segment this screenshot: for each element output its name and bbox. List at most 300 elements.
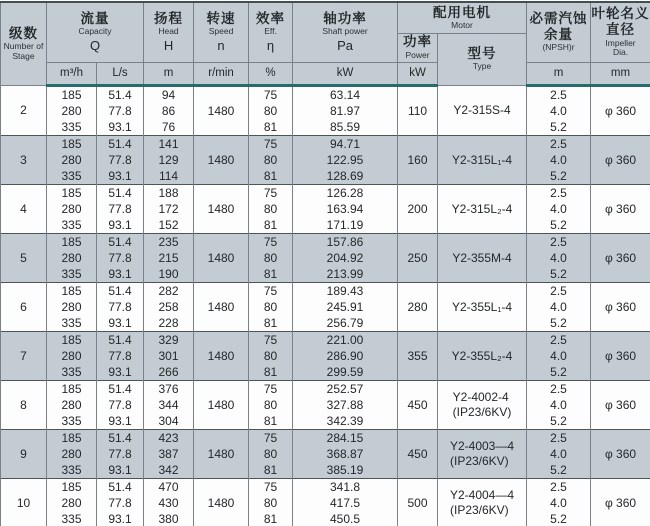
spec-row-stage-3-line-1: [1, 135, 650, 152]
efficiency-cell: 80: [249, 446, 293, 462]
shaft-power-cell: 128.69: [293, 168, 398, 185]
capacity-ls-cell: 77.8: [97, 152, 144, 168]
motor-label-zh: 配用电机: [433, 4, 492, 20]
head-cell: 266: [144, 364, 194, 381]
spec-row-stage-4-line-2: [1, 201, 650, 217]
npsh-cell: 2.5: [527, 233, 591, 250]
efficiency-cell: 81: [249, 364, 293, 381]
motor-type-line: Y2-4002-4: [452, 389, 509, 404]
capacity-m3h-cell: 280: [47, 446, 97, 462]
head-symbol: H: [163, 38, 174, 54]
npsh-cell: 2.5: [527, 85, 591, 103]
motor-type-cell: [438, 233, 527, 282]
head-cell: 86: [144, 103, 194, 119]
npsh-cell: 5.2: [527, 168, 591, 185]
unit-capacity-m3h: m³/h: [47, 62, 97, 85]
stage-number-cell: 6: [1, 282, 47, 331]
capacity-m3h-cell: 335: [47, 511, 97, 526]
capacity-ls-cell: 93.1: [97, 413, 144, 430]
shaft-power-cell: 284.15: [293, 429, 398, 446]
impeller-label-en: Impeller Dia.: [605, 37, 636, 58]
unit-impeller: mm: [591, 62, 650, 85]
spec-row-stage-3-line-2: [1, 152, 650, 168]
shaft-power-cell: 94.71: [293, 135, 398, 152]
npsh-cell: 2.5: [527, 380, 591, 397]
motor-power-cell: 280: [398, 282, 438, 331]
impeller-dia-cell: φ 360: [591, 85, 650, 135]
npsh-cell: 4.0: [527, 299, 591, 315]
motor-type-block: [450, 488, 514, 518]
shaft-power-cell: 341.8: [293, 478, 398, 495]
motor-type-block: [452, 300, 512, 315]
capacity-m3h-cell: 280: [47, 250, 97, 266]
efficiency-cell: 80: [249, 201, 293, 217]
head-cell: 114: [144, 168, 194, 185]
stage-number-cell: 10: [1, 478, 47, 526]
npsh-cell: 5.2: [527, 315, 591, 332]
capacity-label-en: Capacity: [78, 26, 112, 37]
efficiency-cell: 75: [249, 184, 293, 201]
head-cell: 301: [144, 348, 194, 364]
efficiency-cell: 80: [249, 348, 293, 364]
speed-cell: 1480: [194, 233, 249, 282]
npsh-cell: 5.2: [527, 217, 591, 234]
speed-cell: 1480: [194, 478, 249, 526]
table-body: [1, 85, 650, 526]
motor-type-block: [450, 439, 514, 469]
efficiency-cell: 80: [249, 495, 293, 511]
npsh-cell: 4.0: [527, 495, 591, 511]
efficiency-cell: 80: [249, 299, 293, 315]
spec-row-stage-4-line-1: [1, 184, 650, 201]
col-header-shaft-power: [293, 2, 398, 62]
spec-row-stage-9-line-1: [1, 429, 650, 446]
speed-symbol: n: [217, 38, 225, 54]
capacity-m3h-cell: 280: [47, 397, 97, 413]
efficiency-cell: 81: [249, 315, 293, 332]
capacity-symbol: Q: [89, 38, 101, 54]
spec-row-stage-9-line-2: [1, 446, 650, 462]
capacity-m3h-cell: 280: [47, 201, 97, 217]
motor-power-cell: 450: [398, 429, 438, 478]
npsh-cell: 4.0: [527, 201, 591, 217]
spec-row-stage-6-line-3: [1, 315, 650, 332]
unit-capacity-ls: L/s: [97, 62, 144, 85]
head-cell: 129: [144, 152, 194, 168]
npsh-cell: 4.0: [527, 250, 591, 266]
impeller-dia-cell: φ 360: [591, 282, 650, 331]
head-cell: 190: [144, 266, 194, 283]
motor-power-cell: 200: [398, 184, 438, 233]
spec-row-stage-2-line-3: [1, 119, 650, 136]
motor-type-line: Y2-315L₂-4: [451, 201, 513, 216]
head-cell: 228: [144, 315, 194, 332]
motor-type-line: (IP23/6KV): [452, 404, 512, 419]
motor-power-cell: 250: [398, 233, 438, 282]
shaft-power-cell: 157.86: [293, 233, 398, 250]
spec-row-stage-5-line-1: [1, 233, 650, 250]
capacity-ls-cell: 77.8: [97, 201, 144, 217]
spec-row-stage-8-line-1: [1, 380, 650, 397]
capacity-ls-cell: 77.8: [97, 446, 144, 462]
speed-label-en: Speed: [208, 26, 234, 37]
efficiency-cell: 81: [249, 119, 293, 136]
shaft-power-cell: 450.5: [293, 511, 398, 526]
motor-type-block: [452, 349, 513, 364]
shaft-power-cell: 171.19: [293, 217, 398, 234]
npsh-cell: 5.2: [527, 266, 591, 283]
stage-number-cell: 4: [1, 184, 47, 233]
capacity-ls-cell: 93.1: [97, 266, 144, 283]
motor-type-line: (IP23/6KV): [449, 453, 509, 468]
capacity-m3h-cell: 185: [47, 233, 97, 250]
pump-spec-table: [0, 1, 650, 526]
shaft-power-cell: 221.00: [293, 331, 398, 348]
spec-row-stage-10-line-2: [1, 495, 650, 511]
head-cell: 304: [144, 413, 194, 430]
impeller-dia-cell: φ 360: [591, 380, 650, 429]
speed-cell: 1480: [194, 429, 249, 478]
spec-row-stage-2-line-2: [1, 103, 650, 119]
head-cell: 470: [144, 478, 194, 495]
motor-type-cell: [438, 135, 527, 184]
npsh-cell: 4.0: [527, 103, 591, 119]
head-cell: 423: [144, 429, 194, 446]
col-header-capacity: [47, 2, 144, 62]
stage-label-zh: 级数: [9, 25, 38, 41]
shaft-power-cell: 252.57: [293, 380, 398, 397]
stage-number-cell: 2: [1, 85, 47, 135]
capacity-m3h-cell: 280: [47, 348, 97, 364]
spec-row-stage-3-line-3: [1, 168, 650, 185]
shaft-power-cell: 417.5: [293, 495, 398, 511]
capacity-m3h-cell: 335: [47, 315, 97, 332]
capacity-ls-cell: 51.4: [97, 380, 144, 397]
capacity-ls-cell: 93.1: [97, 462, 144, 479]
capacity-m3h-cell: 335: [47, 119, 97, 136]
capacity-m3h-cell: 185: [47, 85, 97, 103]
head-cell: 258: [144, 299, 194, 315]
capacity-ls-cell: 93.1: [97, 217, 144, 234]
shaft-power-cell: 256.79: [293, 315, 398, 332]
capacity-label-zh: 流量: [80, 10, 110, 26]
efficiency-cell: 81: [249, 217, 293, 234]
motor-power-cell: 160: [398, 135, 438, 184]
spec-row-stage-10-line-3: [1, 511, 650, 526]
motor-type-block: [453, 390, 512, 420]
motor-power-cell: 110: [398, 85, 438, 135]
spec-row-stage-8-line-2: [1, 397, 650, 413]
shaft-power-cell: 85.59: [293, 119, 398, 136]
efficiency-cell: 81: [249, 413, 293, 430]
impeller-dia-cell: φ 360: [591, 478, 650, 526]
capacity-ls-cell: 93.1: [97, 119, 144, 136]
shaft-power-cell: 63.14: [293, 85, 398, 103]
motor-power-cell: 355: [398, 331, 438, 380]
unit-motor-power: kW: [398, 62, 438, 85]
efficiency-cell: 75: [249, 282, 293, 299]
npsh-cell: 4.0: [527, 397, 591, 413]
npsh-label-en: (NPSH)r: [542, 42, 575, 53]
head-cell: 344: [144, 397, 194, 413]
shaft-power-cell: 286.90: [293, 348, 398, 364]
shaft-power-cell: 245.91: [293, 299, 398, 315]
npsh-cell: 4.0: [527, 446, 591, 462]
shaft-power-symbol: Pa: [337, 38, 353, 54]
motor-type-cell: [438, 331, 527, 380]
col-header-head: [144, 2, 194, 62]
npsh-cell: 4.0: [527, 152, 591, 168]
col-header-motor-power: [398, 33, 438, 62]
shaft-power-cell: 204.92: [293, 250, 398, 266]
motor-type-cell: [438, 380, 527, 429]
col-header-npsh: [527, 2, 591, 62]
head-cell: 235: [144, 233, 194, 250]
efficiency-cell: 81: [249, 511, 293, 526]
impeller-label-zh: 叶轮名义直径: [591, 6, 650, 37]
motor-type-line: Y2-355M-4: [452, 250, 512, 265]
capacity-m3h-cell: 280: [47, 495, 97, 511]
speed-cell: 1480: [194, 380, 249, 429]
npsh-cell: 5.2: [527, 119, 591, 136]
spec-row-stage-7-line-3: [1, 364, 650, 381]
capacity-m3h-cell: 185: [47, 478, 97, 495]
motor-type-line: Y2-4004—4: [449, 487, 515, 502]
npsh-cell: 2.5: [527, 478, 591, 495]
capacity-ls-cell: 51.4: [97, 184, 144, 201]
motor-type-line: Y2-4003—4: [449, 438, 515, 453]
motor-type-label-zh: 型号: [467, 45, 497, 61]
shaft-power-cell: 81.97: [293, 103, 398, 119]
shaft-power-label-zh: 轴功率: [323, 10, 367, 26]
spec-row-stage-7-line-1: [1, 331, 650, 348]
motor-label-en: Motor: [451, 20, 473, 31]
capacity-ls-cell: 51.4: [97, 135, 144, 152]
motor-type-cell: [438, 282, 527, 331]
motor-type-block: [452, 202, 513, 217]
capacity-ls-cell: 77.8: [97, 299, 144, 315]
efficiency-cell: 75: [249, 233, 293, 250]
capacity-m3h-cell: 185: [47, 135, 97, 152]
efficiency-cell: 75: [249, 331, 293, 348]
npsh-cell: 5.2: [527, 511, 591, 526]
motor-power-label-en: Power: [405, 49, 430, 60]
unit-head: m: [144, 62, 194, 85]
shaft-power-cell: 163.94: [293, 201, 398, 217]
capacity-m3h-cell: 185: [47, 380, 97, 397]
capacity-m3h-cell: 280: [47, 152, 97, 168]
capacity-ls-cell: 77.8: [97, 103, 144, 119]
capacity-m3h-cell: 185: [47, 331, 97, 348]
stage-number-cell: 7: [1, 331, 47, 380]
speed-cell: 1480: [194, 135, 249, 184]
header-row-units: [1, 62, 650, 85]
capacity-ls-cell: 77.8: [97, 348, 144, 364]
head-cell: 172: [144, 201, 194, 217]
motor-type-line: Y2-315L₁-4: [451, 152, 513, 167]
npsh-cell: 2.5: [527, 184, 591, 201]
capacity-ls-cell: 93.1: [97, 168, 144, 185]
efficiency-cell: 75: [249, 429, 293, 446]
unit-shaft-power: kW: [293, 62, 398, 85]
col-header-motor: [398, 2, 527, 33]
spec-row-stage-4-line-3: [1, 217, 650, 234]
stage-number-cell: 5: [1, 233, 47, 282]
motor-type-cell: [438, 184, 527, 233]
motor-type-label-en: Type: [472, 61, 492, 72]
capacity-ls-cell: 51.4: [97, 233, 144, 250]
efficiency-label-en: Eff.: [264, 26, 277, 37]
spec-row-stage-5-line-3: [1, 266, 650, 283]
head-cell: 342: [144, 462, 194, 479]
head-cell: 430: [144, 495, 194, 511]
speed-cell: 1480: [194, 282, 249, 331]
head-cell: 152: [144, 217, 194, 234]
npsh-cell: 2.5: [527, 135, 591, 152]
capacity-ls-cell: 51.4: [97, 429, 144, 446]
impeller-dia-cell: φ 360: [591, 331, 650, 380]
efficiency-cell: 75: [249, 380, 293, 397]
motor-type-cell: [438, 85, 527, 135]
motor-type-cell: [438, 429, 527, 478]
spec-row-stage-6-line-2: [1, 299, 650, 315]
head-label-en: Head: [158, 26, 179, 37]
shaft-power-cell: 122.95: [293, 152, 398, 168]
capacity-m3h-cell: 185: [47, 429, 97, 446]
motor-type-line: Y2-355L₂-4: [451, 348, 513, 363]
shaft-power-cell: 368.87: [293, 446, 398, 462]
speed-label-zh: 转速: [206, 10, 236, 26]
efficiency-cell: 75: [249, 85, 293, 103]
head-cell: 387: [144, 446, 194, 462]
motor-type-block: [452, 153, 512, 168]
head-cell: 141: [144, 135, 194, 152]
npsh-cell: 5.2: [527, 364, 591, 381]
stage-number-cell: 9: [1, 429, 47, 478]
efficiency-cell: 80: [249, 397, 293, 413]
speed-cell: 1480: [194, 85, 249, 135]
capacity-ls-cell: 77.8: [97, 397, 144, 413]
motor-power-label-zh: 功率: [403, 34, 433, 50]
capacity-ls-cell: 51.4: [97, 331, 144, 348]
shaft-power-cell: 385.19: [293, 462, 398, 479]
npsh-cell: 5.2: [527, 462, 591, 479]
stage-label-en: Number of Stage: [3, 41, 44, 61]
impeller-dia-cell: φ 360: [591, 184, 650, 233]
head-cell: 329: [144, 331, 194, 348]
motor-type-line: Y2-355L₁-4: [451, 299, 513, 314]
npsh-cell: 2.5: [527, 331, 591, 348]
shaft-power-cell: 213.99: [293, 266, 398, 283]
npsh-cell: 4.0: [527, 348, 591, 364]
impeller-dia-cell: φ 360: [591, 135, 650, 184]
efficiency-label-zh: 效率: [256, 10, 286, 26]
col-header-impeller: [591, 2, 650, 62]
head-cell: 380: [144, 511, 194, 526]
motor-type-cell: [438, 478, 527, 526]
head-cell: 76: [144, 119, 194, 136]
capacity-ls-cell: 77.8: [97, 495, 144, 511]
motor-power-cell: 450: [398, 380, 438, 429]
capacity-m3h-cell: 185: [47, 184, 97, 201]
shaft-power-label-en: Shaft power: [322, 26, 368, 37]
speed-cell: 1480: [194, 331, 249, 380]
unit-speed: r/min: [194, 62, 249, 85]
npsh-cell: 5.2: [527, 413, 591, 430]
capacity-ls-cell: 93.1: [97, 315, 144, 332]
head-cell: 188: [144, 184, 194, 201]
head-cell: 376: [144, 380, 194, 397]
capacity-m3h-cell: 335: [47, 413, 97, 430]
col-header-speed: [194, 2, 249, 62]
motor-type-line: (IP23/6KV): [449, 502, 509, 517]
capacity-m3h-cell: 335: [47, 364, 97, 381]
spec-row-stage-5-line-2: [1, 250, 650, 266]
stage-number-cell: 8: [1, 380, 47, 429]
npsh-cell: 2.5: [527, 429, 591, 446]
efficiency-cell: 81: [249, 266, 293, 283]
capacity-m3h-cell: 335: [47, 462, 97, 479]
capacity-ls-cell: 51.4: [97, 282, 144, 299]
unit-efficiency: %: [249, 62, 293, 85]
shaft-power-cell: 126.28: [293, 184, 398, 201]
capacity-m3h-cell: 335: [47, 217, 97, 234]
efficiency-cell: 80: [249, 103, 293, 119]
header-row-titles: [1, 2, 650, 33]
shaft-power-cell: 299.59: [293, 364, 398, 381]
efficiency-symbol: η: [266, 38, 275, 54]
spec-row-stage-2-line-1: [1, 85, 650, 103]
capacity-m3h-cell: 335: [47, 168, 97, 185]
npsh-cell: 2.5: [527, 282, 591, 299]
efficiency-cell: 80: [249, 152, 293, 168]
spec-row-stage-9-line-3: [1, 462, 650, 479]
col-header-efficiency: [249, 2, 293, 62]
shaft-power-cell: 189.43: [293, 282, 398, 299]
capacity-m3h-cell: 280: [47, 103, 97, 119]
head-label-zh: 扬程: [154, 10, 184, 26]
capacity-ls-cell: 93.1: [97, 511, 144, 526]
capacity-ls-cell: 93.1: [97, 364, 144, 381]
motor-type-block: [452, 251, 511, 266]
impeller-dia-cell: φ 360: [591, 233, 650, 282]
col-header-stage: [1, 2, 47, 85]
motor-type-line: Y2-315S-4: [453, 103, 511, 117]
efficiency-cell: 75: [249, 478, 293, 495]
stage-number-cell: 3: [1, 135, 47, 184]
col-header-motor-type: [438, 33, 527, 85]
npsh-label-zh: 必需汽蚀余量: [529, 11, 588, 42]
spec-row-stage-6-line-1: [1, 282, 650, 299]
spec-row-stage-8-line-3: [1, 413, 650, 430]
spec-row-stage-10-line-1: [1, 478, 650, 495]
unit-npsh: m: [527, 62, 591, 85]
efficiency-cell: 81: [249, 462, 293, 479]
head-cell: 282: [144, 282, 194, 299]
capacity-ls-cell: 51.4: [97, 85, 144, 103]
capacity-ls-cell: 51.4: [97, 478, 144, 495]
motor-power-cell: 500: [398, 478, 438, 526]
head-cell: 215: [144, 250, 194, 266]
efficiency-cell: 80: [249, 250, 293, 266]
speed-cell: 1480: [194, 184, 249, 233]
capacity-m3h-cell: 185: [47, 282, 97, 299]
table-header: [1, 2, 650, 85]
motor-type-block: [453, 103, 510, 118]
spec-row-stage-7-line-2: [1, 348, 650, 364]
head-cell: 94: [144, 85, 194, 103]
capacity-m3h-cell: 280: [47, 299, 97, 315]
